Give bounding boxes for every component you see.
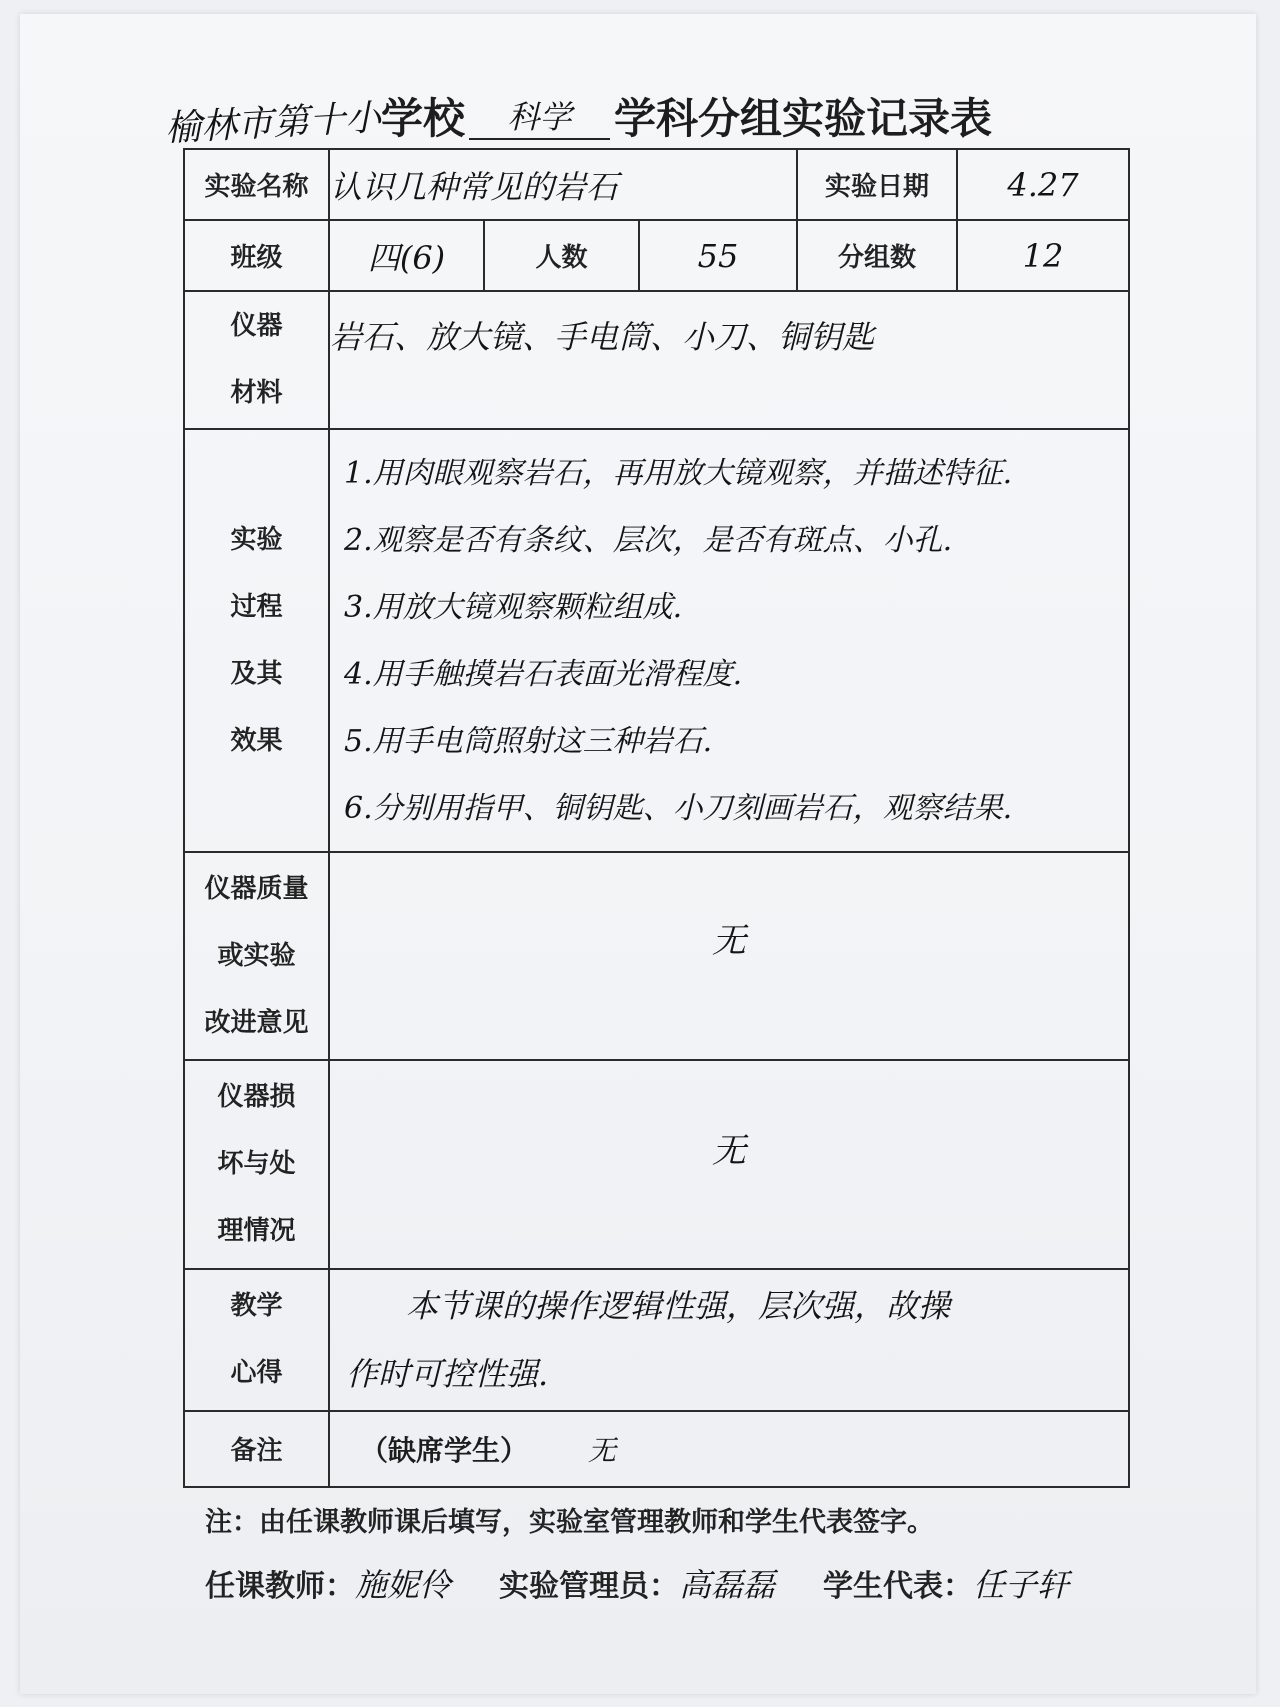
label-damage bbox=[184, 1060, 329, 1268]
value-materials: 岩石、放大镜、手电筒、小刀、铜钥匙 bbox=[329, 291, 1129, 429]
value-group-count: 12 bbox=[957, 220, 1129, 291]
value-experiment-name: 认识几种常见的岩石 bbox=[329, 149, 797, 220]
label-quality-line: 仪器质量 bbox=[204, 873, 309, 904]
process-step: 6.分别用指甲、铜钥匙、小刀刻画岩石，观察结果. bbox=[344, 790, 1013, 826]
label-materials bbox=[184, 291, 329, 429]
value-damage-handling: 无 bbox=[329, 1060, 1129, 1268]
value-reflection bbox=[329, 1269, 1129, 1411]
process-step: 3.用放大镜观察颗粒组成. bbox=[344, 589, 683, 625]
value-process bbox=[329, 429, 1129, 852]
process-step: 2.观察是否有条纹、层次，是否有斑点、小孔. bbox=[344, 522, 953, 558]
label-damage-line: 仪器损 bbox=[217, 1081, 296, 1112]
label-class: 班级 bbox=[184, 220, 329, 291]
row-quality bbox=[184, 852, 1129, 1060]
absent-students-label: （缺席学生） bbox=[360, 1433, 529, 1467]
label-process bbox=[184, 429, 329, 852]
experiment-record-table bbox=[183, 148, 1130, 1488]
process-step: 5.用手电筒照射这三种岩石. bbox=[344, 723, 713, 759]
lab-manager-label: 实验管理员： bbox=[499, 1569, 680, 1604]
teacher-label: 任课教师： bbox=[205, 1569, 355, 1604]
label-materials-line: 材料 bbox=[230, 378, 283, 409]
label-reflection-line: 心得 bbox=[230, 1357, 283, 1388]
row-reflection bbox=[184, 1269, 1129, 1411]
subject-field: 科学 bbox=[469, 92, 610, 140]
label-quality-line: 或实验 bbox=[217, 940, 296, 971]
label-damage-line: 理情况 bbox=[217, 1215, 296, 1246]
school-suffix: 学校 bbox=[381, 94, 466, 143]
value-remarks bbox=[329, 1411, 1129, 1487]
row-process bbox=[184, 429, 1129, 852]
label-quality bbox=[184, 852, 329, 1060]
label-process-line: 过程 bbox=[230, 591, 283, 622]
label-reflection bbox=[184, 1269, 329, 1411]
school-name-handwritten: 榆林市第十小 bbox=[164, 97, 383, 150]
process-step: 4.用手触摸岩石表面光滑程度. bbox=[344, 656, 743, 692]
row-materials bbox=[184, 291, 1129, 429]
label-reflection-line: 教学 bbox=[230, 1290, 283, 1321]
student-rep-label: 学生代表： bbox=[823, 1569, 974, 1604]
row-name-date bbox=[184, 149, 1129, 220]
process-step: 1.用肉眼观察岩石，再用放大镜观察，并描述特征. bbox=[344, 455, 1013, 491]
absent-students-value: 无 bbox=[588, 1433, 617, 1467]
label-experiment-date: 实验日期 bbox=[797, 149, 957, 220]
label-group-count: 分组数 bbox=[797, 220, 957, 291]
label-headcount: 人数 bbox=[484, 220, 639, 291]
label-process-line: 及其 bbox=[230, 658, 283, 689]
value-quality-opinion: 无 bbox=[329, 852, 1129, 1060]
row-remarks bbox=[184, 1411, 1129, 1487]
row-damage bbox=[184, 1060, 1129, 1268]
value-headcount: 55 bbox=[639, 220, 797, 291]
form-title bbox=[164, 76, 1145, 150]
row-class-count bbox=[184, 220, 1129, 291]
label-quality-line: 改进意见 bbox=[204, 1007, 309, 1038]
signature-line bbox=[205, 1560, 1069, 1606]
label-remarks: 备注 bbox=[184, 1411, 329, 1487]
reflection-line: 作时可控性强. bbox=[346, 1354, 549, 1393]
value-experiment-date: 4.27 bbox=[957, 149, 1129, 220]
label-damage-line: 坏与处 bbox=[217, 1148, 296, 1179]
form-name: 学科分组实验记录表 bbox=[614, 94, 993, 143]
label-materials-line: 仪器 bbox=[230, 311, 283, 342]
reflection-line: 本节课的操作逻辑性强，层次强，故操 bbox=[406, 1286, 951, 1325]
label-process-line: 实验 bbox=[230, 524, 283, 555]
value-class: 四(6) bbox=[329, 220, 484, 291]
student-rep-signature: 任子轩 bbox=[973, 1566, 1070, 1604]
label-process-line: 效果 bbox=[230, 725, 283, 756]
footer-note: 注：由任课教师课后填写，实验室管理教师和学生代表签字。 bbox=[205, 1507, 934, 1538]
lab-manager-signature: 高磊磊 bbox=[679, 1566, 776, 1604]
label-experiment-name: 实验名称 bbox=[184, 149, 329, 220]
teacher-signature: 施妮伶 bbox=[355, 1566, 452, 1604]
